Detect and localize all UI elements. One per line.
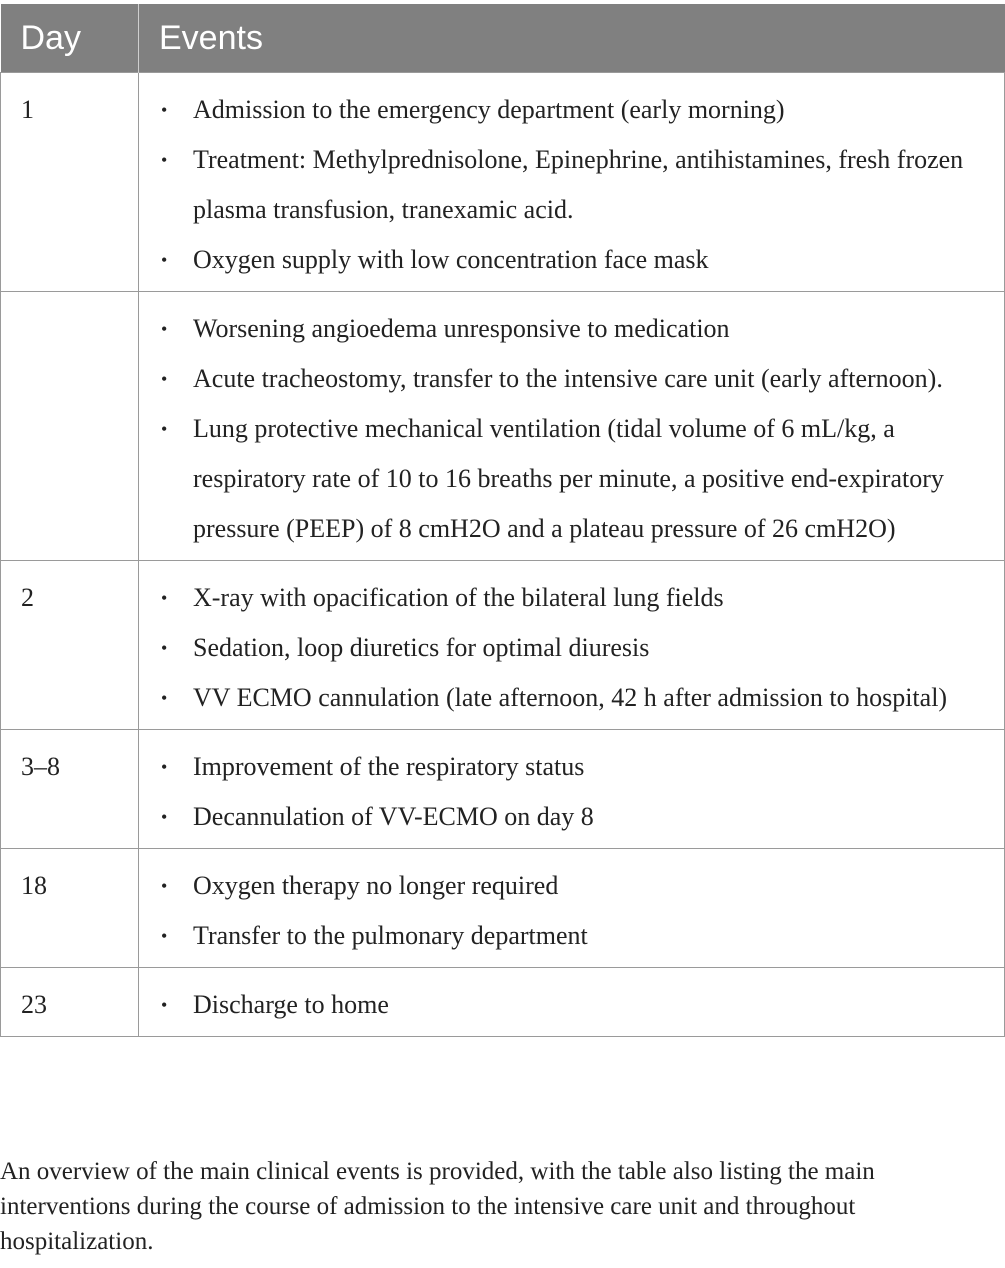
event-item: • X-ray with opacification of the bilateral lung fields — [159, 573, 980, 623]
events-cell — [139, 968, 1005, 1037]
day-cell: 3–8 — [1, 730, 139, 849]
event-item: • Treatment: Methylprednisolone, Epinephrine, antihistamines, fresh frozen plasma transfusion, tranexamic acid. — [159, 135, 980, 235]
events-list — [159, 573, 980, 723]
event-item: • Oxygen supply with low concentration face mask — [159, 235, 980, 285]
header-events: Events — [139, 4, 1005, 73]
day-cell: 1 — [1, 73, 139, 292]
event-item: • Transfer to the pulmonary department — [159, 911, 980, 961]
table-row — [1, 561, 1005, 730]
events-cell — [139, 561, 1005, 730]
table-footnote: An overview of the main clinical events is provided, with the table also listing the main interventions during the course of admission to the intensive care unit and throughout hospitalization. — [0, 1158, 875, 1255]
day-cell: 23 — [1, 968, 139, 1037]
event-item: • Acute tracheostomy, transfer to the intensive care unit (early afternoon). — [159, 354, 980, 404]
header-day: Day — [1, 4, 139, 73]
day-cell: 18 — [1, 849, 139, 968]
table-row — [1, 730, 1005, 849]
event-item: • Decannulation of VV-ECMO on day 8 — [159, 792, 980, 842]
day-cell — [1, 292, 139, 561]
events-cell — [139, 292, 1005, 561]
event-item: • Oxygen therapy no longer required — [159, 861, 980, 911]
events-list — [159, 861, 980, 961]
event-item: • Worsening angioedema unresponsive to medication — [159, 304, 980, 354]
events-cell — [139, 730, 1005, 849]
clinical-events-table — [0, 4, 1005, 1037]
events-list — [159, 85, 980, 285]
event-item: • Sedation, loop diuretics for optimal diuresis — [159, 623, 980, 673]
day-cell: 2 — [1, 561, 139, 730]
table-row — [1, 968, 1005, 1037]
events-cell — [139, 849, 1005, 968]
event-item: • Lung protective mechanical ventilation (tidal volume of 6 mL/kg, a respiratory rate of 10 to 16 breaths per minute, a positive end-expiratory pressure (PEEP) of 8 cmH2O and a plateau pressure of 26 cmH2O) — [159, 404, 980, 554]
event-item: • VV ECMO cannulation (late afternoon, 42 h after admission to hospital) — [159, 673, 980, 723]
event-item: • Admission to the emergency department (early morning) — [159, 85, 980, 135]
event-item: • Improvement of the respiratory status — [159, 742, 980, 792]
events-cell — [139, 73, 1005, 292]
table-header-row — [1, 4, 1005, 73]
table-row — [1, 292, 1005, 561]
table-row — [1, 73, 1005, 292]
event-item: • Discharge to home — [159, 980, 980, 1030]
events-list — [159, 742, 980, 842]
events-list — [159, 980, 980, 1030]
events-list — [159, 304, 980, 554]
table-row — [1, 849, 1005, 968]
events-table-container — [0, 4, 1004, 1037]
